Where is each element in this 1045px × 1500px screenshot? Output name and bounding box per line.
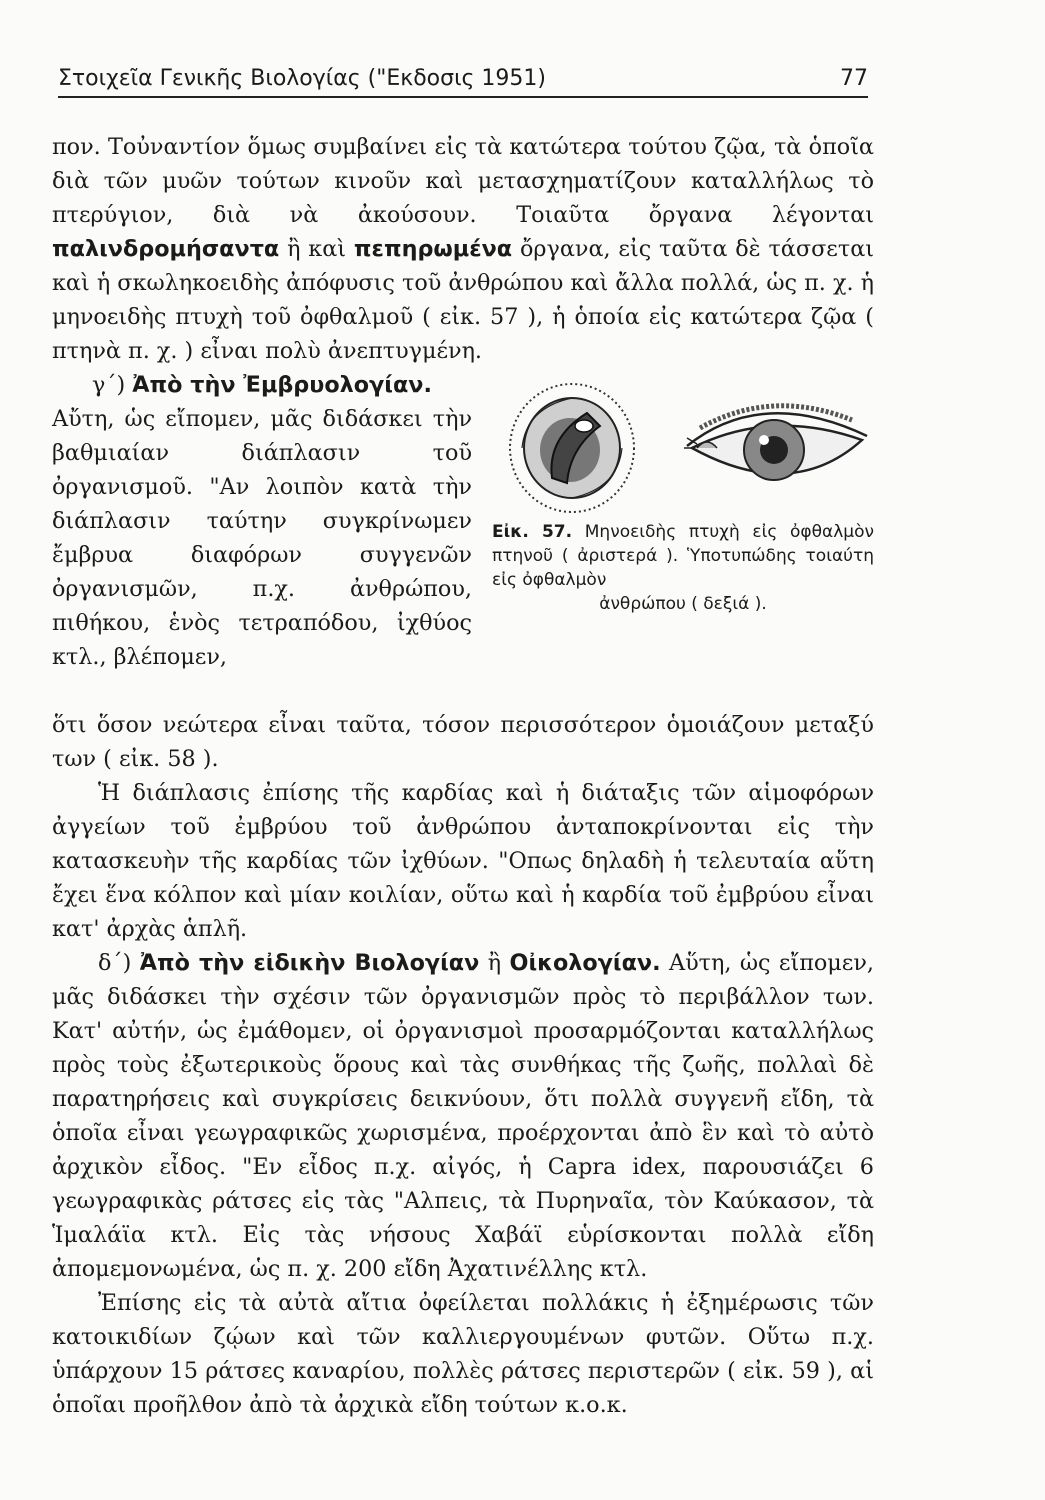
embryology-block — [52, 368, 874, 708]
figure-label: Εἰκ. 57. — [492, 522, 573, 542]
figure-caption-text: Μηνοειδὴς πτυχὴ εἰς ὀφθαλμὸν πτηνοῦ ( ἀριστερά ). Ὑποτυπώδης τοιαύτη εἰς ὀφθαλμὸν — [492, 522, 874, 590]
paragraph-ecology: δ΄) Ἀπὸ τὴν εἰδικὴν Βιολογίαν ἢ Οἰκολογίαν. Αὕτη, ὡς εἴπομεν, μᾶς διδάσκει τὴν σχέσιν τῶν ὀργανισμῶν πρὸς τὸ περιβάλλον των. Κατ' αὐτήν, ὡς ἐμάθομεν, οἱ ὀργανισμοὶ προσαρμόζονται καταλλήλως πρὸς τοὺς ἐξωτερικοὺς ὅρους καὶ τὰς συνθήκας τῆς ζωῆς, πολλαὶ δὲ παρατηρήσεις καὶ συγκρίσεις δεικνύουν, ὅτι πολλὰ συγγενῆ εἴδη, τὰ ὁποῖα εἶναι γεωγραφικῶς χωρισμένα, προέρχονται ἀπὸ ἓν καὶ τὸ αὐτὸ ἀρχικὸν εἶδος. "Εν εἶδος π.χ. αἰγός, ἡ Capra idex, παρουσιάζει 6 γεωγραφικὰς ράτσες εἰς τὰς "Αλπεις, τὰ Πυρηναῖα, τὸν Καύκασον, τὰ Ἱμαλάϊα κτλ. Εἰς τὰς νήσους Χαβάϊ εὑρίσκονται πολλὰ εἴδη ἀπομεμονωμένα, ὡς π. χ. 200 εἴδη Ἀχατινέλλης κτλ. — [52, 950, 874, 1282]
running-header — [58, 62, 868, 98]
section-c-continuation: ὅτι ὅσον νεώτερα εἶναι ταῦτα, τόσον περισσότερον ὁμοιάζουν μεταξύ των ( εἰκ. 58 ). — [52, 712, 874, 772]
section-d-heading-2: Οἰκολογίαν. — [509, 950, 661, 976]
section-c-text: Αὔτη, ὡς εἴπομεν, μᾶς διδάσκει τὴν βαθμιαίαν διάπλασιν τοῦ ὀργανισμοῦ. "Αν λοιπὸν κατὰ τὴν διάπλασιν ταύτην συγκρίνωμεν ἔμβρυα διαφόρων συγγενῶν ὀργανισμῶν, π.χ. ἀνθρώπου, πιθήκου, ἑνὸς τετραπόδου, ἰχθύος κτλ., βλέπομεν, — [52, 406, 472, 670]
figure-57-illustration — [492, 368, 874, 518]
figure-caption-end: ἀνθρώπου ( δεξιά ). — [599, 594, 767, 614]
page-number: 77 — [840, 66, 868, 91]
paragraph-vestigial-organs: πον. Τοὐναντίον ὅμως συμβαίνει εἰς τὰ κατώτερα τούτου ζῷα, τὰ ὁποῖα διὰ τῶν μυῶν τούτων κινοῦν καὶ μετασχηματίζουν καταλλήλως τὸ πτερύγιον, διὰ νὰ ἀκούσουν. Τοιαῦτα ὄργανα λέγονται παλινδρομήσαντα ἢ καὶ πεπηρωμένα ὄργανα, εἰς ταῦτα δὲ τάσσεται καὶ ἡ σκωληκοειδὴς ἀπόφυσις τοῦ ἀνθρώπου καὶ ἄλλα πολλά, ὡς π. χ. ἡ μηνοειδὴς πτυχὴ τοῦ ὀφθαλμοῦ ( εἰκ. 57 ), ἡ ὁποία εἰς κατώτερα ζῷα ( πτηνὰ π. χ. ) εἶναι πολὺ ἀνεπτυγμένη. — [52, 134, 874, 364]
embryology-column — [52, 368, 472, 674]
bird-eye-icon — [510, 384, 634, 512]
human-eye-icon — [684, 406, 867, 480]
term-atrophied: πεπηρωμένα — [353, 236, 513, 262]
section-c-heading: γ΄) Ἀπὸ τὴν Ἐμβρυολογίαν. — [92, 372, 432, 398]
paragraph-heart: Ἡ διάπλασις ἐπίσης τῆς καρδίας καὶ ἡ διάταξις τῶν αἱμοφόρων ἀγγείων τοῦ ἐμβρύου τοῦ ἀνθρώπου ἀνταποκρίνονται εἰς τὴν κατασκευὴν τῆς καρδίας τῶν ἰχθύων. "Οπως δηλαδὴ ἡ τελευταία αὕτη ἔχει ἕνα κόλπον καὶ μίαν κοιλίαν, οὕτω καὶ ἡ καρδία τοῦ ἐμβρύου εἶναι κατ' ἀρχὰς ἁπλῆ. — [52, 780, 874, 942]
page-body — [52, 130, 874, 1422]
figure-57 — [492, 368, 874, 668]
section-d-heading: Ἀπὸ τὴν εἰδικὴν Βιολογίαν — [139, 950, 480, 976]
paragraph-domestication: Ἐπίσης εἰς τὰ αὐτὰ αἴτια ὀφείλεται πολλάκις ἡ ἐξημέρωσις τῶν κατοικιδίων ζῴων καὶ τῶν καλλιεργουμένων φυτῶν. Οὕτω π.χ. ὑπάρχουν 15 ράτσες καναρίου, πολλὲς ράτσες περιστερῶν ( εἰκ. 59 ), αἱ ὁποῖαι προῆλθον ἀπὸ τὰ ἀρχικὰ εἴδη τούτων κ.ο.κ. — [52, 1290, 874, 1418]
figure-caption — [492, 520, 874, 616]
running-title: Στοιχεῖα Γενικῆς Βιολογίας ("Εκδοσις 1951) — [58, 66, 546, 91]
term-regressed: παλινδρομήσαντα — [52, 236, 280, 262]
